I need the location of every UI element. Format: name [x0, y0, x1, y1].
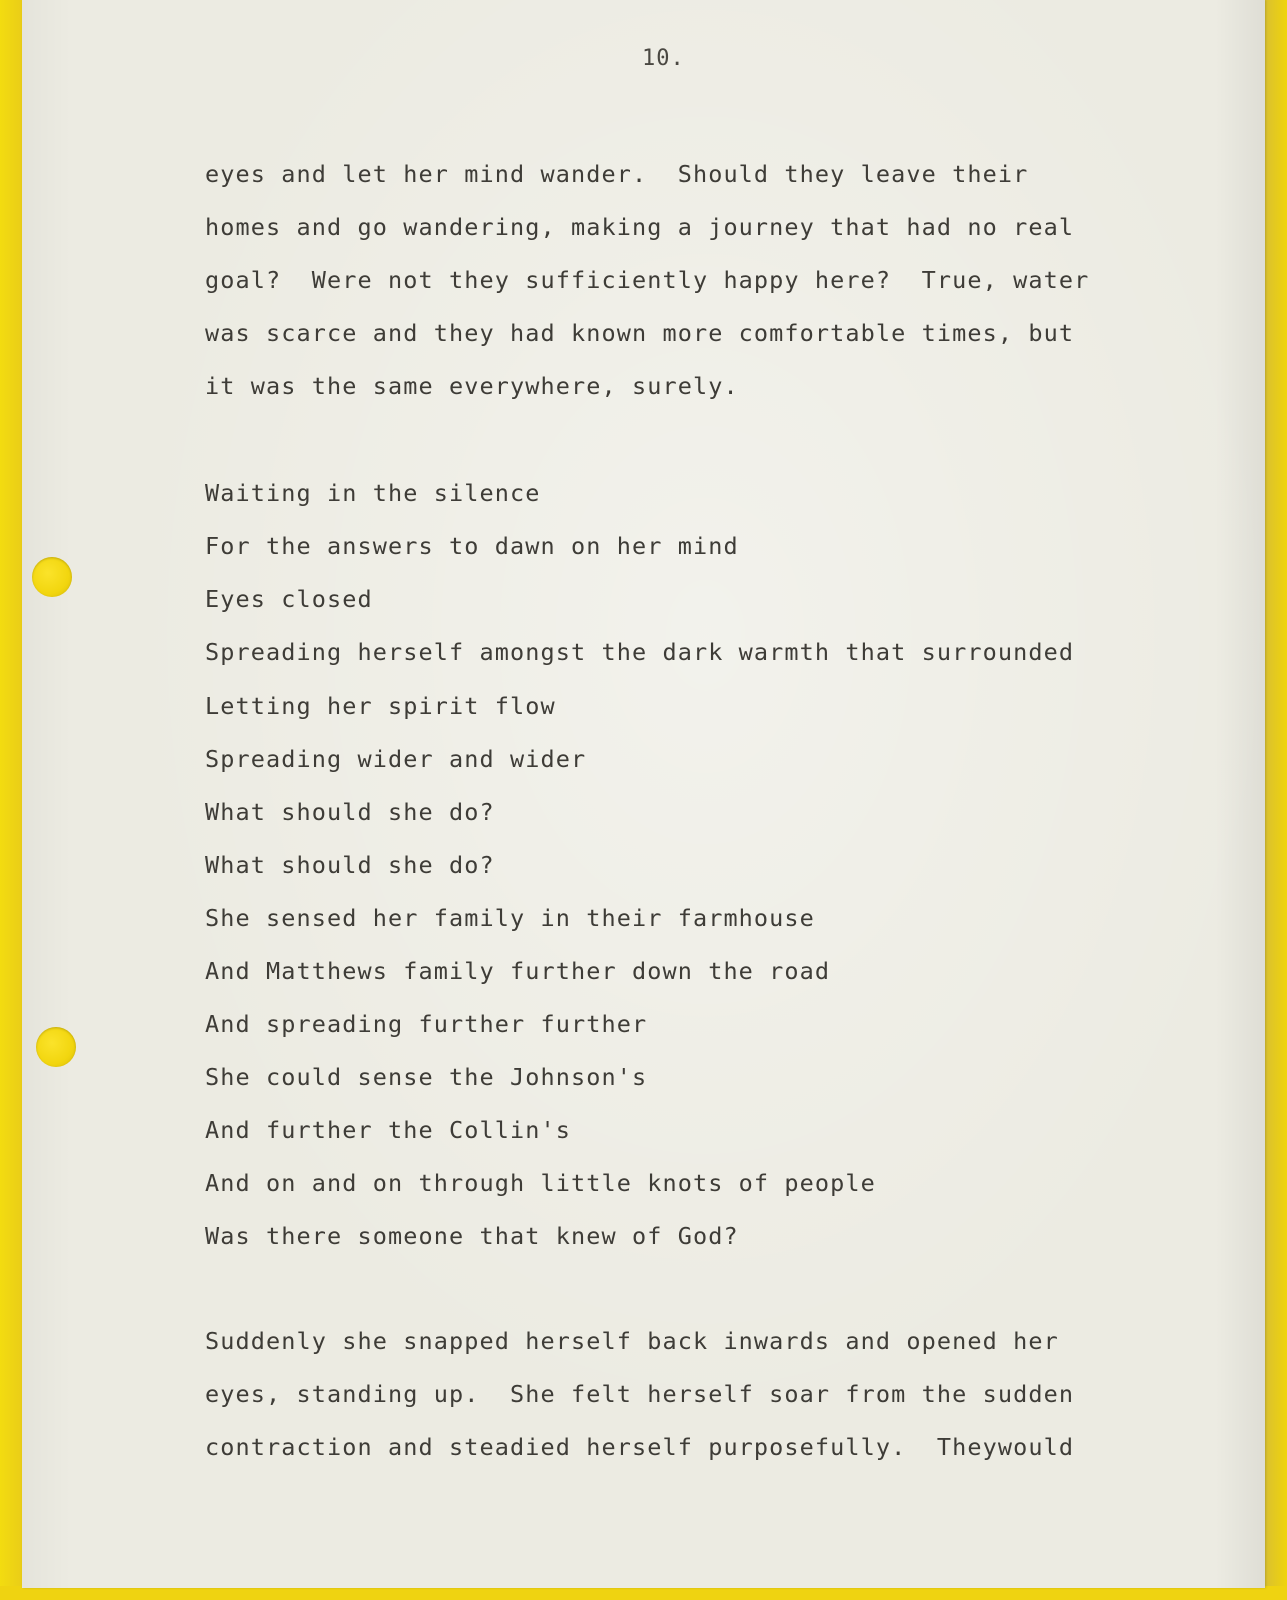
poem-line-10: And Matthews family further down the road: [205, 957, 831, 985]
page-number: 10.: [642, 46, 685, 71]
poem-line-2: For the answers to dawn on her mind: [205, 532, 739, 560]
paragraph-1-line-2: homes and go wandering, making a journey that had no real: [205, 213, 1075, 241]
poem-line-12: She could sense the Johnson's: [205, 1063, 648, 1091]
poem-line-14: And on and on through little knots of people: [205, 1169, 876, 1197]
poem-line-1: Waiting in the silence: [205, 479, 541, 507]
poem-line-11: And spreading further further: [205, 1010, 648, 1038]
paragraph-1-line-1: eyes and let her mind wander. Should they leave their: [205, 160, 1029, 188]
binder-backing-bottom: [0, 1586, 1287, 1600]
paragraph-1-line-4: was scarce and they had known more comfortable times, but: [205, 319, 1075, 347]
paragraph-1-line-3: goal? Were not they sufficiently happy here? True, water: [205, 266, 1090, 294]
punch-hole-upper: [32, 557, 72, 597]
binder-backing-right: [1265, 0, 1287, 1600]
poem-line-7: What should she do?: [205, 798, 495, 826]
poem-line-13: And further the Collin's: [205, 1116, 571, 1144]
poem-line-6: Spreading wider and wider: [205, 745, 587, 773]
typewritten-page: [22, 0, 1265, 1588]
poem-line-8: What should she do?: [205, 851, 495, 879]
paragraph-3-line-1: Suddenly she snapped herself back inwards and opened her: [205, 1327, 1059, 1355]
poem-line-15: Was there someone that knew of God?: [205, 1222, 739, 1250]
binder-backing-left: [0, 0, 24, 1600]
paragraph-3-line-2: eyes, standing up. She felt herself soar from the sudden: [205, 1380, 1075, 1408]
poem-line-4: Spreading herself amongst the dark warmth that surrounded: [205, 638, 1075, 666]
paragraph-3-line-3: contraction and steadied herself purposefully. Theywould: [205, 1433, 1075, 1461]
poem-line-5: Letting her spirit flow: [205, 692, 556, 720]
poem-line-9: She sensed her family in their farmhouse: [205, 904, 815, 932]
poem-line-3: Eyes closed: [205, 585, 373, 613]
punch-hole-lower: [36, 1027, 76, 1067]
paragraph-1-line-5: it was the same everywhere, surely.: [205, 372, 739, 400]
